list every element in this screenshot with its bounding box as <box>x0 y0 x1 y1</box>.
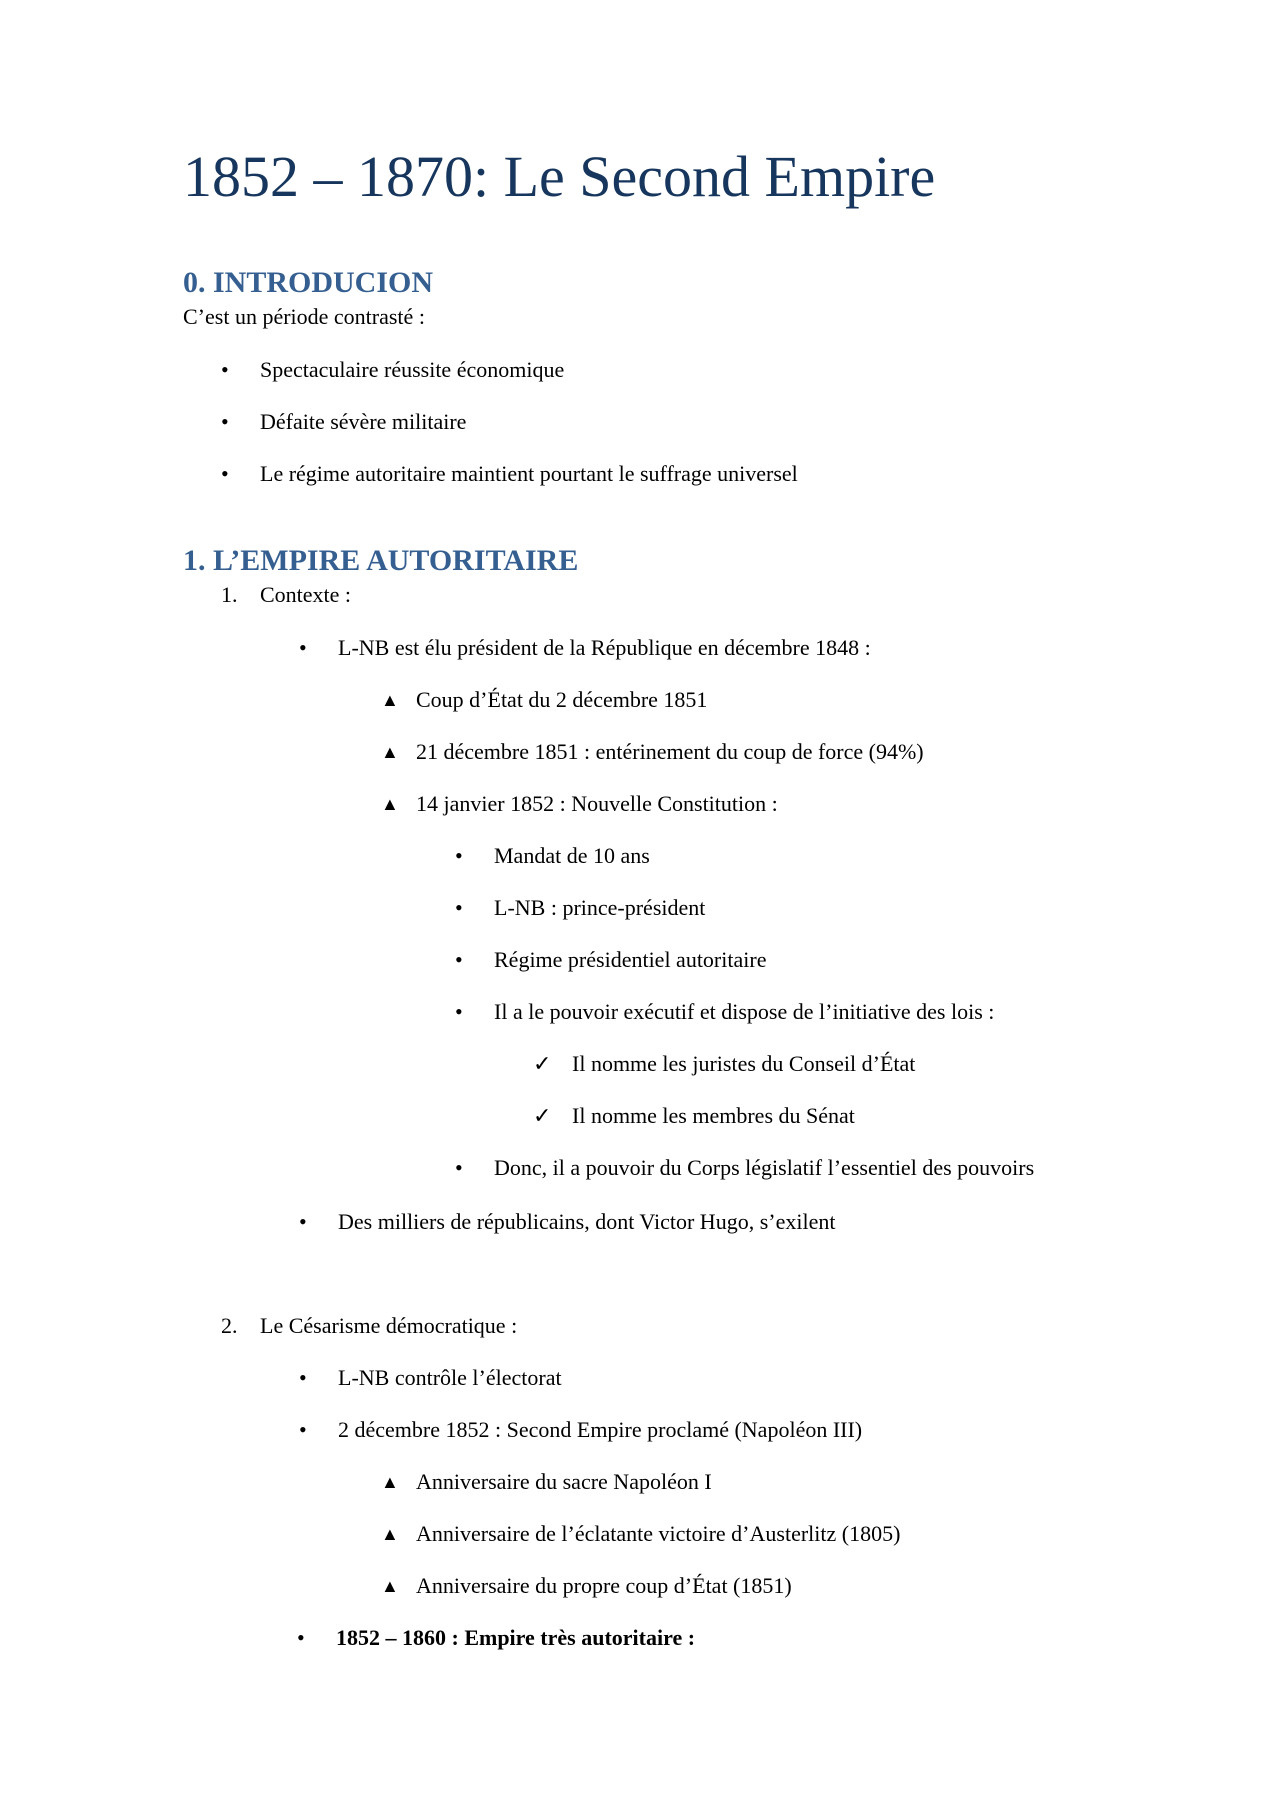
item2-label: Le Césarisme démocratique : <box>260 1313 518 1338</box>
bullet-marker: • <box>455 999 463 1024</box>
item1-triangle-1: Coup d’État du 2 décembre 1851 <box>416 687 708 712</box>
check-icon: ✓ <box>533 1051 552 1076</box>
item1-sub-3: Régime présidentiel autoritaire <box>494 947 767 972</box>
triangle-icon: ▲ <box>381 794 399 814</box>
section1-heading: 1. L’EMPIRE AUTORITAIRE <box>183 544 579 577</box>
list-number: 1. <box>221 582 238 607</box>
bullet-marker: • <box>299 1209 307 1234</box>
item2-triangle-3: Anniversaire du propre coup d’État (1851) <box>416 1573 792 1598</box>
check-icon: ✓ <box>533 1103 552 1128</box>
intro-heading: 0. INTRODUCION <box>183 266 434 299</box>
item2-bullet-3: 1852 – 1860 : Empire très autoritaire : <box>336 1625 696 1650</box>
intro-bullet-2: Défaite sévère militaire <box>260 409 467 434</box>
item1-bullet-1: L-NB est élu président de la République en décembre 1848 : <box>338 635 871 660</box>
item1-bullet-2: Des milliers de républicains, dont Victor Hugo, s’exilent <box>338 1209 836 1234</box>
bullet-marker: • <box>297 1625 305 1650</box>
list-number: 2. <box>221 1313 238 1338</box>
bullet-marker: • <box>221 461 229 486</box>
triangle-icon: ▲ <box>381 742 399 762</box>
item1-triangle-2: 21 décembre 1851 : entérinement du coup de force (94%) <box>416 739 924 764</box>
item1-triangle-3: 14 janvier 1852 : Nouvelle Constitution : <box>416 791 778 816</box>
triangle-icon: ▲ <box>381 1524 399 1544</box>
item1-label: Contexte : <box>260 582 352 607</box>
document-title: 1852 – 1870: Le Second Empire <box>183 144 936 209</box>
bullet-marker: • <box>455 895 463 920</box>
item2-triangle-2: Anniversaire de l’éclatante victoire d’Austerlitz (1805) <box>416 1521 901 1546</box>
item1-sub-2: L-NB : prince-président <box>494 895 706 920</box>
triangle-icon: ▲ <box>381 1472 399 1492</box>
bullet-marker: • <box>299 1365 307 1390</box>
bullet-marker: • <box>455 1155 463 1180</box>
bullet-marker: • <box>299 1417 307 1442</box>
intro-bullet-1: Spectaculaire réussite économique <box>260 357 565 382</box>
intro-lead: C’est un période contrasté : <box>183 304 425 329</box>
item2-bullet-1: L-NB contrôle l’électorat <box>338 1365 562 1390</box>
item1-sub-4: Il a le pouvoir exécutif et dispose de l’initiative des lois : <box>494 999 995 1024</box>
triangle-icon: ▲ <box>381 1576 399 1596</box>
item2-bullet-2: 2 décembre 1852 : Second Empire proclamé (Napoléon III) <box>338 1417 863 1442</box>
item1-check-1: Il nomme les juristes du Conseil d’État <box>572 1051 916 1076</box>
item1-sub-5: Donc, il a pouvoir du Corps législatif l’essentiel des pouvoirs <box>494 1155 1035 1180</box>
bullet-marker: • <box>455 843 463 868</box>
triangle-icon: ▲ <box>381 690 399 710</box>
bullet-marker: • <box>221 409 229 434</box>
item2-triangle-1: Anniversaire du sacre Napoléon I <box>416 1469 712 1494</box>
bullet-marker: • <box>299 635 307 660</box>
item1-sub-1: Mandat de 10 ans <box>494 843 650 868</box>
intro-bullet-3: Le régime autoritaire maintient pourtant le suffrage universel <box>260 461 798 486</box>
bullet-marker: • <box>455 947 463 972</box>
item1-check-2: Il nomme les membres du Sénat <box>572 1103 855 1128</box>
bullet-marker: • <box>221 357 229 382</box>
